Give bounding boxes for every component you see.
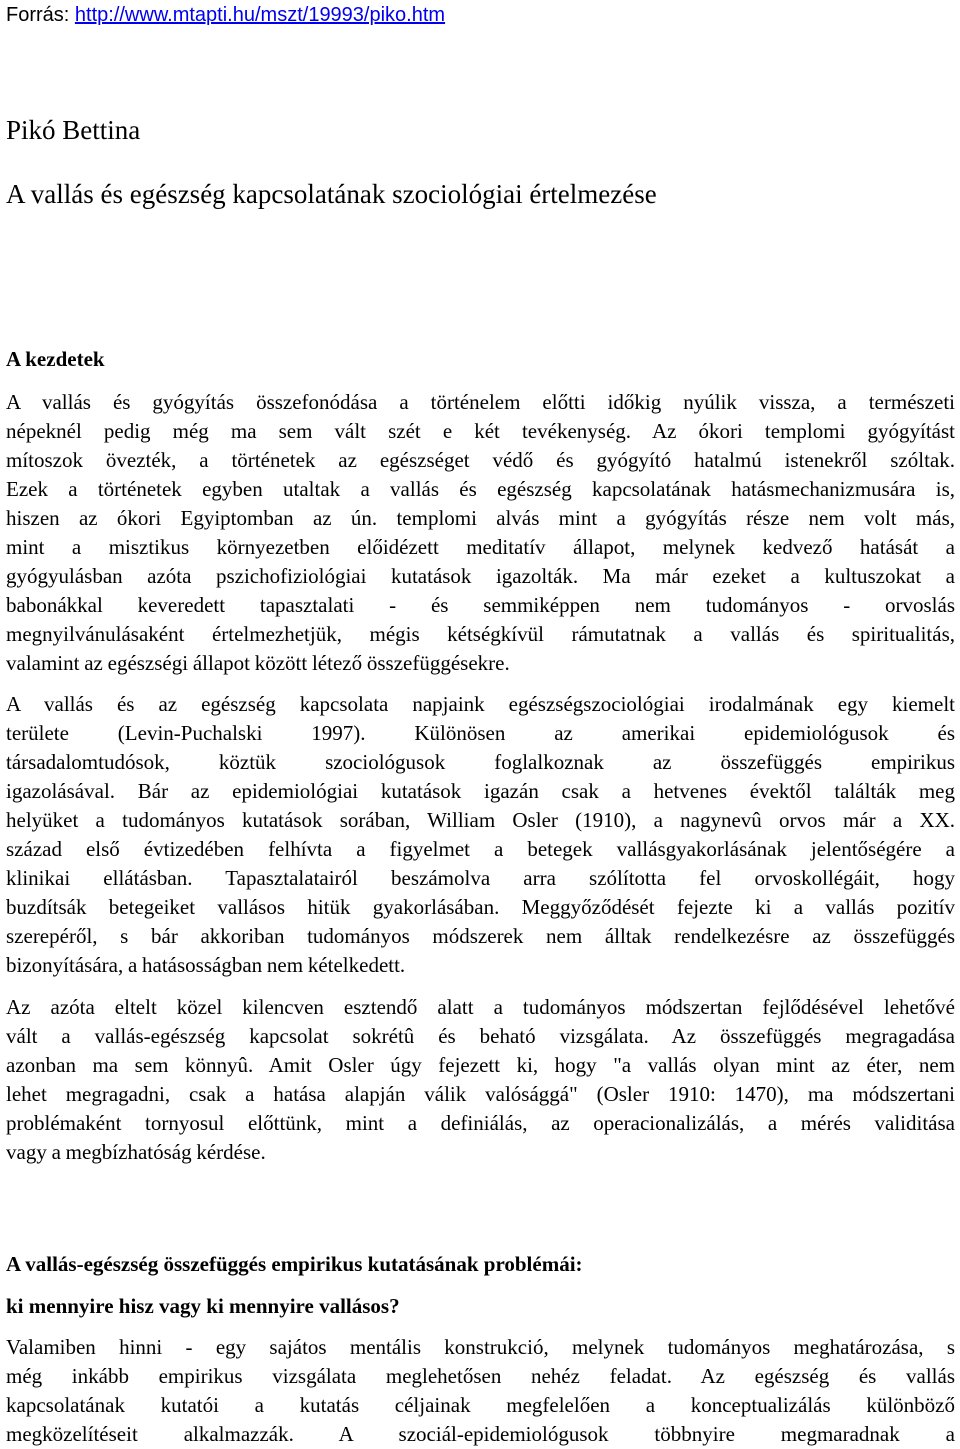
- article-title: A vallás és egészség kapcsolatának szociológiai értelmezése: [6, 179, 657, 209]
- paragraph-line: babonákkal keveredett tapasztalati - és semmiképpen nem tudományos - orvoslás: [6, 593, 955, 617]
- paragraph-line: vált a vallás-egészség kapcsolat sokrétû és beható vizsgálata. Az összefüggés megragadása: [6, 1024, 955, 1048]
- paragraph-line: klinikai ellátásban. Tapasztalatairól beszámolva arra szólította fel orvoskollégáit, hogy: [6, 866, 955, 890]
- paragraph-3: [6, 993, 955, 1167]
- paragraph-line: valamint az egészségi állapot között létező összefüggésekre.: [6, 651, 510, 675]
- paragraph-1: [6, 388, 955, 678]
- paragraph-line: problémaként tornyosul előttünk, mint a definiálás, az operacionalizálás, a mérés validitása: [6, 1111, 955, 1135]
- paragraph-line: Az azóta eltelt közel kilencven esztendő alatt a tudományos módszertan fejlődésével lehetővé: [6, 995, 955, 1019]
- paragraph-line: buzdítsák betegeiket vallásos hitük gyakorlásában. Meggyőződését fejezte ki a vallás pozitív: [6, 895, 955, 919]
- paragraph-line: helyüket a tudományos kutatások sorában, William Osler (1910), a nagynevû orvos már a XX.: [6, 808, 955, 832]
- paragraph-line: megnyilvánulásaként értelmezhetjük, mégis kétségkívül rámutatnak a vallás és spiritualitás,: [6, 622, 955, 646]
- section-subheading: ki mennyire hisz vagy ki mennyire vallásos?: [6, 1294, 400, 1318]
- source-line: [6, 2, 445, 28]
- paragraph-line: azonban ma sem könnyû. Amit Osler úgy fejezett ki, hogy "a vallás olyan mint az éter, nem: [6, 1053, 955, 1077]
- paragraph-line: népeknél pedig még ma sem vált szét e két tevékenység. Az ókori templomi gyógyítást: [6, 419, 955, 443]
- paragraph-line: kapcsolatának kutatói a kutatás céljainak megfelelően a konceptualizálás különböző: [6, 1393, 955, 1417]
- paragraph-line: szerepéről, s bár akkoriban tudományos módszerek nem álltak rendelkezésre az összefüggés: [6, 924, 955, 948]
- paragraph-line: még inkább empirikus vizsgálata meglehetősen nehéz feladat. Az egészség és vallás: [6, 1364, 955, 1388]
- paragraph-4: [6, 1333, 955, 1449]
- paragraph-line: lehet megragadni, csak a hatása alapján válik valósággá" (Osler 1910: 1470), ma módszertani: [6, 1082, 955, 1106]
- paragraph-line: területe (Levin-Puchalski 1997). Különösen az amerikai epidemiológusok és: [6, 721, 955, 745]
- author-name: Pikó Bettina: [6, 115, 141, 145]
- section-heading-problemai: A vallás-egészség összefüggés empirikus kutatásának problémái:: [6, 1252, 583, 1276]
- paragraph-line: bizonyítására, a hatásosságban nem kételkedett.: [6, 953, 406, 977]
- paragraph-line: század első évtizedében felhívta a figyelmet a betegek vallásgyakorlásának jelentőségére a: [6, 837, 955, 861]
- paragraph-line: megközelítéseit alkalmazzák. A szociál-epidemiológusok többnyire megmaradnak a: [6, 1422, 955, 1446]
- paragraph-line: gyógyulásban azóta pszichofiziológiai kutatások igazolták. Ma már ezeket a kultuszokat a: [6, 564, 955, 588]
- paragraph-line: Valamiben hinni - egy sajátos mentális konstrukció, melynek tudományos meghatározása, s: [6, 1335, 955, 1359]
- section-heading-kezdetek: A kezdetek: [6, 347, 105, 371]
- source-link[interactable]: http://www.mtapti.hu/mszt/19993/piko.htm: [74, 4, 446, 26]
- source-label: Forrás:: [6, 4, 75, 26]
- paragraph-line: mint a misztikus környezetben előidézett meditatív állapot, melynek kedvező hatását a: [6, 535, 955, 559]
- paragraph-line: vagy a megbízhatóság kérdése.: [6, 1140, 266, 1164]
- paragraph-2: [6, 690, 955, 980]
- paragraph-line: Ezek a történetek egyben utaltak a vallás és egészség kapcsolatának hatásmechanizmusára is,: [6, 477, 955, 501]
- paragraph-line: A vallás és gyógyítás összefonódása a történelem előtti időkig nyúlik vissza, a természeti: [6, 390, 955, 414]
- paragraph-line: igazolásával. Bár az epidemiológiai kutatások igazán csak a hetvenes évektől találták meg: [6, 779, 955, 803]
- paragraph-line: hiszen az ókori Egyiptomban az ún. templomi alvás mint a gyógyítás része nem volt más,: [6, 506, 955, 530]
- paragraph-line: A vallás és az egészség kapcsolata napjaink egészségszociológiai irodalmának egy kiemelt: [6, 692, 955, 716]
- paragraph-line: mítoszok övezték, a történetek az egészséget védő és gyógyító hatalmú istenekről szóltak.: [6, 448, 955, 472]
- paragraph-line: társadalomtudósok, köztük szociológusok foglalkoznak az összefüggés empirikus: [6, 750, 955, 774]
